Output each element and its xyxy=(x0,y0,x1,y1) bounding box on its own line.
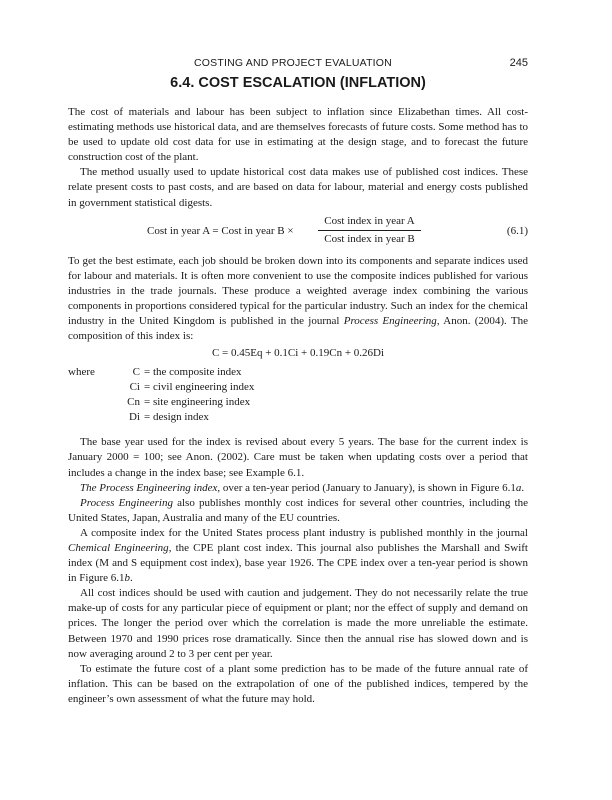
paragraph-7-text-b: , the CPE plant cost index. This journal also publishes the Marshall and Swift index (M and S equipment cost index), base year 1926. The CPE index over a ten-year period is shown in Figure 6.1 xyxy=(68,541,528,585)
equation-6-1-number: (6.1) xyxy=(506,224,528,237)
paragraph-6 xyxy=(68,496,528,526)
paragraph-3-text-b: , Anon. (2004). The composition of this index is: xyxy=(68,315,528,343)
running-title: COSTING AND PROJECT EVALUATION xyxy=(194,57,392,69)
equation-6-1-numerator: Cost index in year A xyxy=(318,214,421,231)
equation-6-1 xyxy=(68,214,528,248)
equation-6-1-lhs: Cost in year A = Cost in year B × xyxy=(147,224,294,237)
definition-description: = civil engineering index xyxy=(144,381,255,394)
paragraph-1: The cost of materials and labour has been subject to inflation since Elizabethan times. All cost-estimating methods use historical data, and are themselves forecasts of future costs. Some method has to be used to update old cost data for use in estimating at the design stage, and to forecast the future construction cost of the plant. xyxy=(68,106,528,164)
paragraph-8: All cost indices should be used with caution and judgement. They do not necessarily relate the true make-up of costs for any particular piece of equipment or plant; nor the effect of supply and demand on prices. The longer the period over which the correlation is made the more unreliable the estimate. Between 1970 and 1990 prices rose dramatically. Since then the annual rise has slowed down and is now averaging around 2 to 3 per cent per year. xyxy=(68,587,528,660)
paragraph-5-text-a: The Process Engineering index xyxy=(80,481,218,494)
paragraph-7-text-c: . xyxy=(130,572,133,585)
paragraph-7-text-a: A composite index for the United States process plant industry is published monthly in the journal xyxy=(80,526,528,539)
journal-name-chemical-engineering: Chemical Engineering xyxy=(68,541,169,554)
section-title: 6.4. COST ESCALATION (INFLATION) xyxy=(170,75,426,91)
definition-row xyxy=(100,395,300,410)
figure-ref-a: a xyxy=(515,481,522,494)
definition-row xyxy=(100,380,300,395)
definition-symbol: Ci xyxy=(129,381,140,394)
definition-symbol: Di xyxy=(129,411,140,424)
definitions-list xyxy=(68,365,528,427)
definition-symbol: C xyxy=(132,366,140,379)
definition-description: = the composite index xyxy=(144,366,242,379)
paragraph-3 xyxy=(68,254,528,345)
paragraph-4: The base year used for the index is revised about every 5 years. The base for the current index is January 2000 = 100; see Anon. (2002). Care must be taken when updating costs over a period that includes a change in the index base; see Example 6.1. xyxy=(68,436,528,479)
where-label: where xyxy=(68,366,95,379)
definition-row xyxy=(100,410,300,425)
running-head xyxy=(68,57,528,71)
journal-name-process-engineering: Process Engineering xyxy=(343,315,437,328)
paragraph-6-text-b: also publishes monthly cost indices for several other countries, including the United States, Japan, Australia and many of the EU countries. xyxy=(68,496,528,524)
definition-row xyxy=(100,365,300,380)
paragraph-2: The method usually used to update historical cost data makes use of published cost indices. These relate present costs to past costs, and are based on data for labour, material and energy costs published in government statistical digests. xyxy=(68,166,528,209)
paragraph-7 xyxy=(68,526,528,586)
definition-symbol: Cn xyxy=(127,396,140,409)
definition-description: = site engineering index xyxy=(144,396,251,409)
paragraph-3-text-a: To get the best estimate, each job should be broken down into its components and separate indices used for labour and materials. It is often more convenient to use the composite indices published for various industries in the trade journals. These produce a weighted average index combining the various components in proportions considered typical for the particular industry. Such an index for the chemical industry in the United Kingdom is published in the journal xyxy=(68,254,528,328)
paragraph-5 xyxy=(68,481,528,496)
definition-description: = design index xyxy=(144,411,209,424)
page-number: 245 xyxy=(509,57,528,69)
paragraph-5-text-b: , over a ten-year period (January to January), is shown in Figure 6.1 xyxy=(217,481,516,494)
paragraph-9: To estimate the future cost of a plant some prediction has to be made of the future annual rate of inflation. This can be based on the extrapolation of one of the published indices, tempered by the engineer’s own assessment of what the future may hold. xyxy=(68,662,528,705)
equation-6-1-denominator: Cost index in year B xyxy=(324,232,415,245)
paragraph-6-text-a: Process Engineering xyxy=(80,496,173,509)
figure-ref-b: b xyxy=(124,572,131,585)
composite-index-equation: C = 0.45Eq + 0.1Ci + 0.19Cn + 0.26Di xyxy=(211,347,385,360)
equation-6-1-fraction xyxy=(318,214,421,247)
paragraph-5-text-c: . xyxy=(521,481,525,494)
body-text xyxy=(68,105,528,707)
